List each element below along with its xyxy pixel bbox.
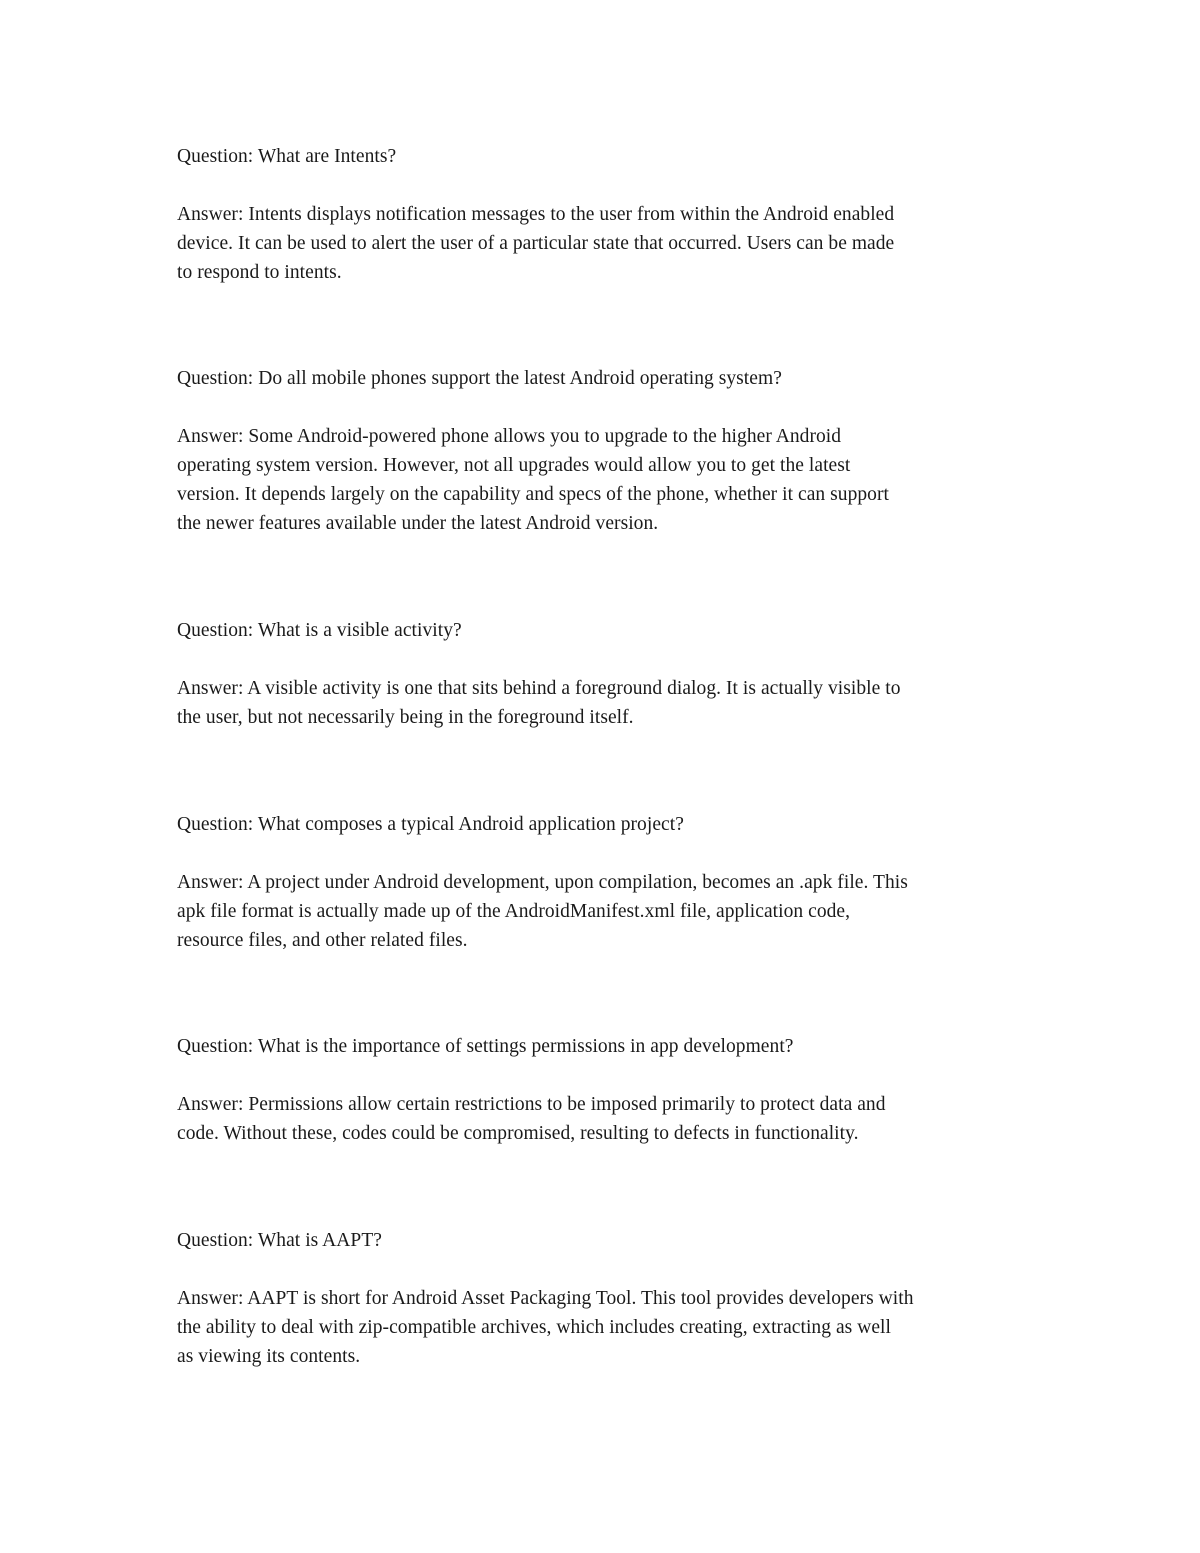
answer-text — [177, 200, 1037, 287]
answer-line: version. It depends largely on the capability and specs of the phone, whether it can support — [177, 484, 889, 505]
answer-line: operating system version. However, not all upgrades would allow you to get the latest — [177, 455, 851, 476]
answer-line: code. Without these, codes could be compromised, resulting to defects in functionality. — [177, 1123, 859, 1144]
answer-text — [177, 1284, 1037, 1371]
qa-item — [177, 1032, 1037, 1148]
answer-line: device. It can be used to alert the user of a particular state that occurred. Users can be made — [177, 233, 895, 254]
qa-item — [177, 810, 1037, 955]
answer-text — [177, 422, 1037, 538]
answer-line: Answer: Some Android-powered phone allows you to upgrade to the higher Android — [177, 426, 842, 447]
qa-item — [177, 364, 1037, 538]
qa-item — [177, 142, 1037, 287]
question-text: Question: What composes a typical Android application project? — [177, 814, 684, 835]
answer-line: the user, but not necessarily being in the foreground itself. — [177, 707, 634, 728]
answer-line: apk file format is actually made up of the AndroidManifest.xml file, application code, — [177, 901, 851, 922]
answer-line: to respond to intents. — [177, 262, 342, 283]
question-text: Question: Do all mobile phones support the latest Android operating system? — [177, 368, 782, 389]
question-text: Question: What is a visible activity? — [177, 620, 462, 641]
qa-item — [177, 616, 1037, 732]
answer-line: resource files, and other related files. — [177, 930, 468, 951]
answer-line: the newer features available under the latest Android version. — [177, 513, 659, 534]
question-text: Question: What is AAPT? — [177, 1230, 382, 1251]
qa-item — [177, 1226, 1037, 1371]
answer-line: Answer: AAPT is short for Android Asset Packaging Tool. This tool provides developers with — [177, 1288, 914, 1309]
answer-text — [177, 674, 1037, 732]
answer-text — [177, 1090, 1037, 1148]
answer-line: Answer: Intents displays notification messages to the user from within the Android enabled — [177, 204, 895, 225]
answer-line: Answer: A project under Android development, upon compilation, becomes an .apk file. This — [177, 872, 908, 893]
answer-line: Answer: A visible activity is one that sits behind a foreground dialog. It is actually visible to — [177, 678, 901, 699]
answer-line: the ability to deal with zip-compatible archives, which includes creating, extracting as well — [177, 1317, 891, 1338]
question-text: Question: What are Intents? — [177, 146, 397, 167]
question-text: Question: What is the importance of settings permissions in app development? — [177, 1036, 794, 1057]
answer-line: Answer: Permissions allow certain restrictions to be imposed primarily to protect data and — [177, 1094, 886, 1115]
answer-line: as viewing its contents. — [177, 1346, 361, 1367]
answer-text — [177, 868, 1037, 955]
